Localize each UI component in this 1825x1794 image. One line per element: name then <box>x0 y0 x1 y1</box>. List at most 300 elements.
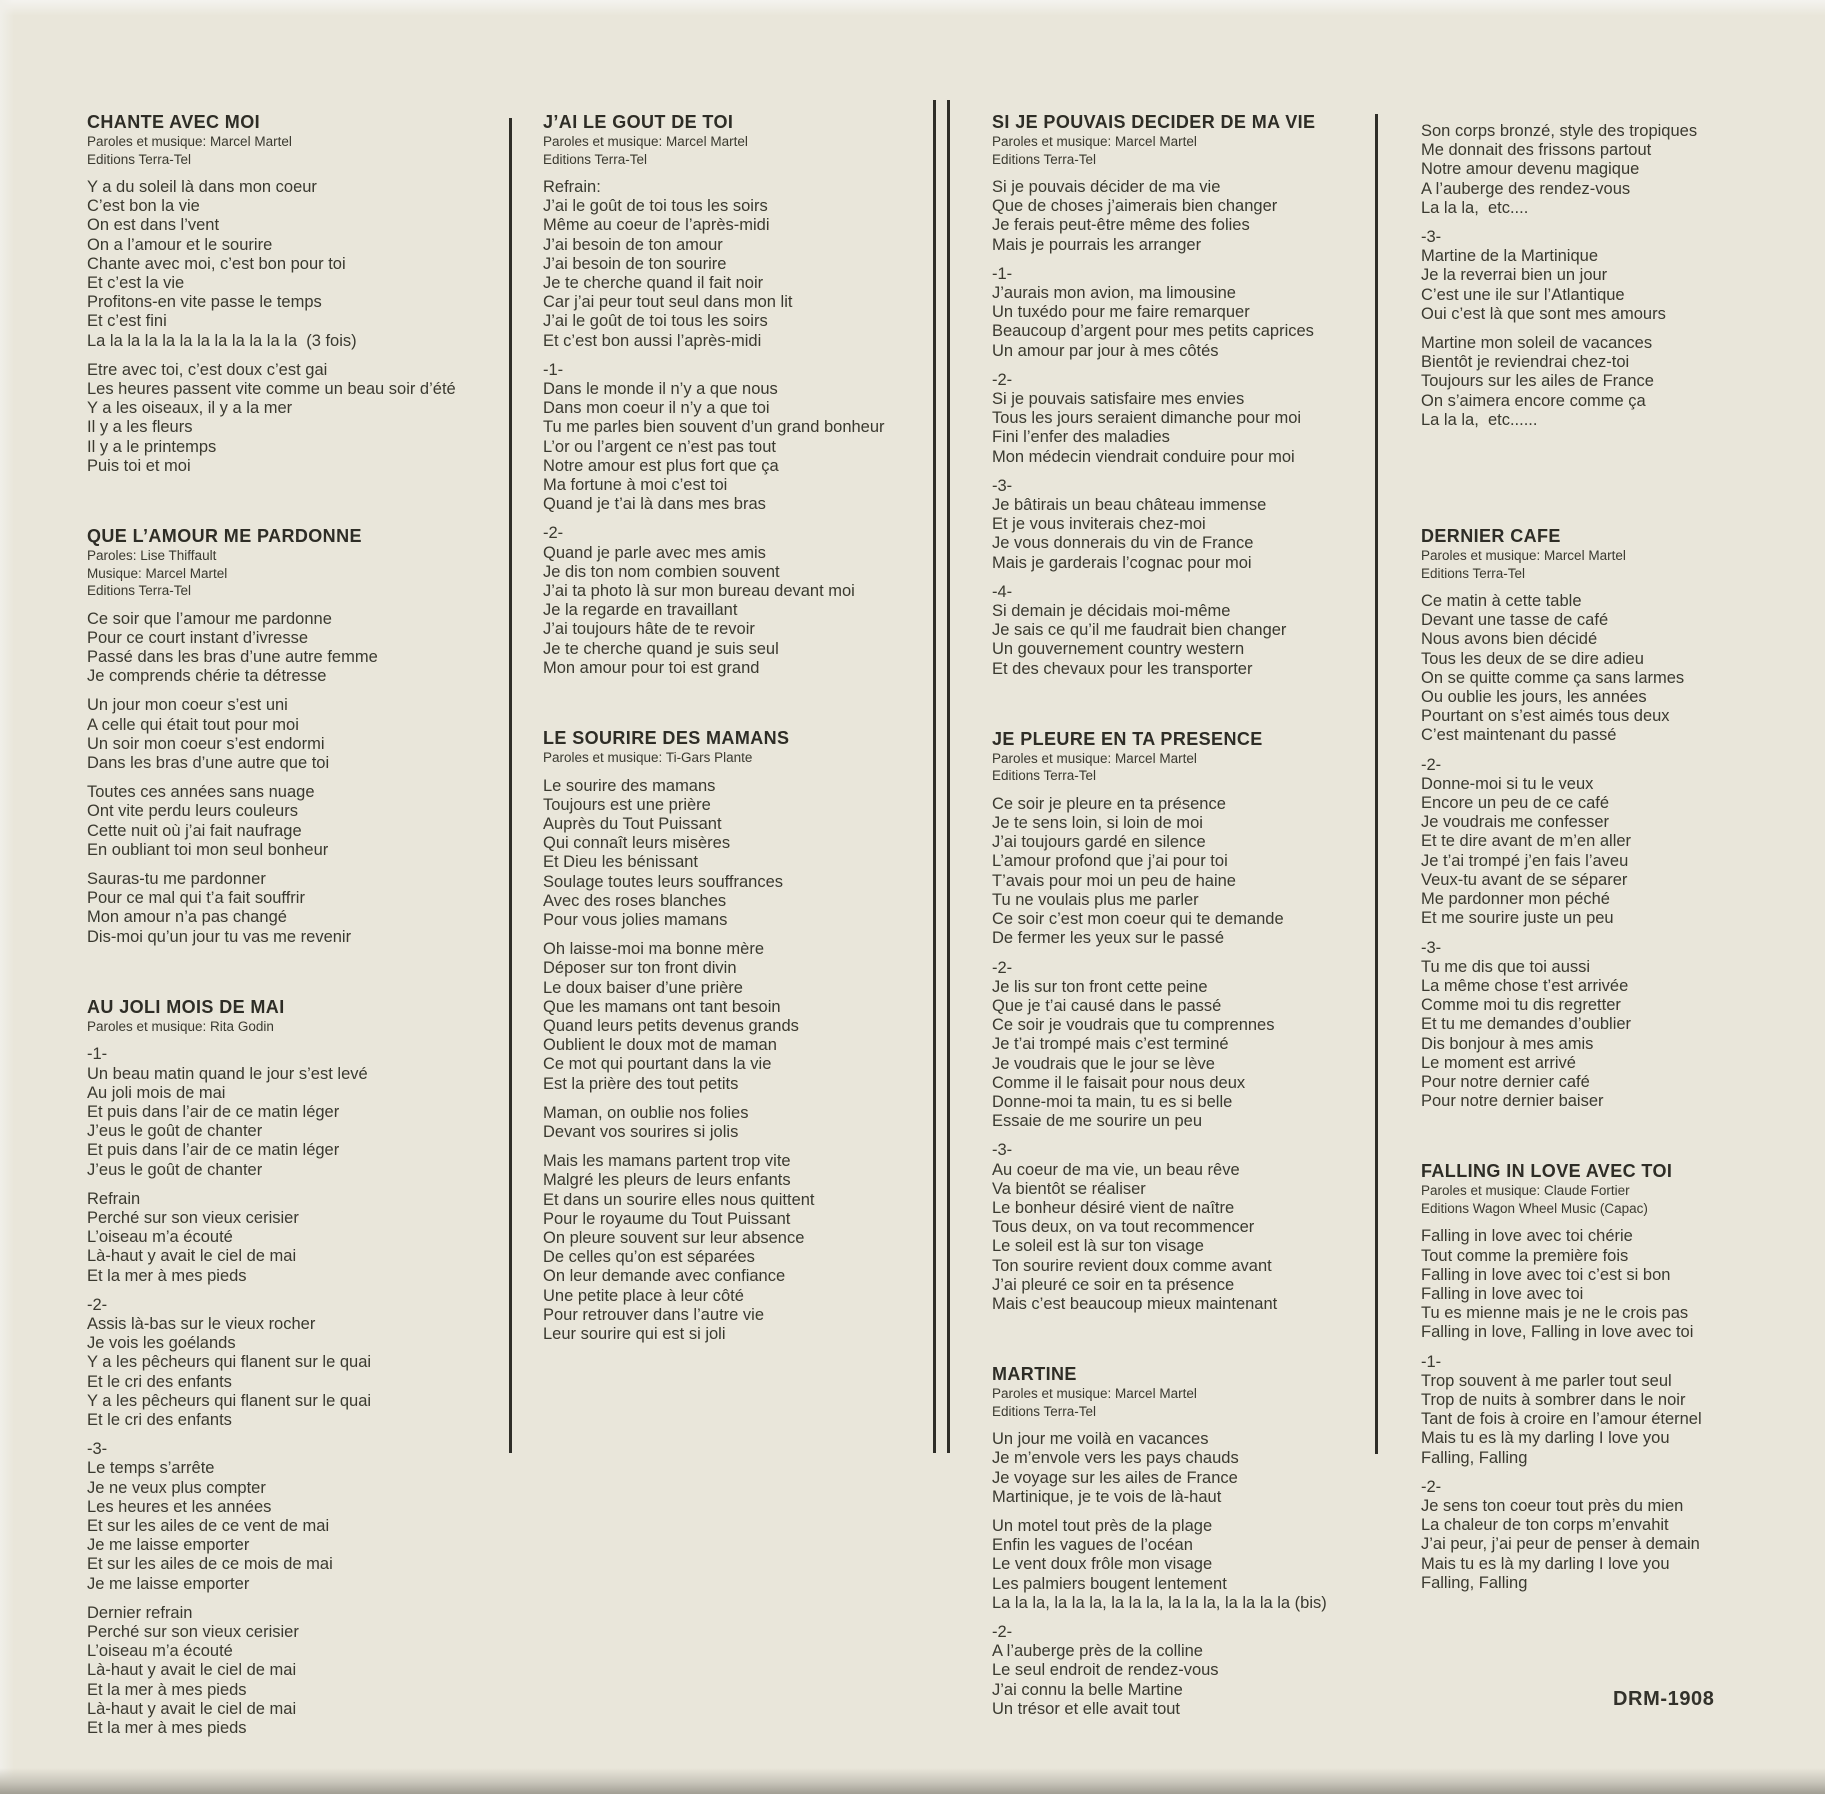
lyric-line: Je vois les goélands <box>87 1334 236 1353</box>
lyric-line: Et c’est bon aussi l’après-midi <box>543 331 762 350</box>
song-title: J’AI LE GOUT DE TOI <box>543 112 734 132</box>
song-credit: Editions Wagon Wheel Music (Capac) <box>1421 1200 1648 1216</box>
lyric-line: Je ferais peut-être même des folies <box>992 216 1250 235</box>
lyric-line: Mon médecin viendrait conduire pour moi <box>992 447 1295 466</box>
lyric-line: Notre amour devenu magique <box>1421 160 1640 179</box>
stanza-label: -1- <box>1421 1352 1442 1371</box>
song-title: MARTINE <box>992 1364 1077 1385</box>
lyric-line: Martine mon soleil de vacances <box>1421 334 1653 353</box>
lyric-line: Je sais ce qu’il me faudrait bien changer <box>992 621 1287 640</box>
song-credit: Paroles et musique: Marcel Martel <box>992 750 1197 766</box>
lyric-line: A l’auberge des rendez-vous <box>1421 179 1631 198</box>
lyric-line: Et Dieu les bénissant <box>543 853 699 872</box>
lyric-line: Je te sens loin, si loin de moi <box>992 814 1203 833</box>
stanza-label: -3- <box>87 1440 108 1459</box>
stanza <box>87 361 489 476</box>
lyric-line: Je sens ton coeur tout près du mien <box>1421 1496 1684 1515</box>
lyric-line: Y a du soleil là dans mon coeur <box>87 178 317 196</box>
stanza <box>543 940 935 1094</box>
lyric-line: Toutes ces années sans nuage <box>87 783 315 802</box>
lyric-line: Que les mamans ont tant besoin <box>543 997 781 1016</box>
lyric-line: Auprès du Tout Puissant <box>543 814 722 833</box>
lyric-line: J’eus le goût de chanter <box>87 1160 263 1179</box>
lyric-line: Je t’ai trompé j’en fais l’aveu <box>1421 851 1629 870</box>
lyric-line: Et le cri des enfants <box>87 1372 232 1391</box>
stanza <box>1421 1227 1783 1342</box>
lyric-line: Quand je parle avec mes amis <box>543 543 766 562</box>
lyric-line: Pour retrouver dans l’autre vie <box>543 1305 765 1324</box>
lyric-line: J’ai ta photo là sur mon bureau devant moi <box>543 582 855 601</box>
stanza <box>87 1296 489 1430</box>
lyric-line: J’ai toujours hâte de te revoir <box>543 620 755 639</box>
stanza <box>992 1623 1374 1719</box>
lyric-line: J’ai toujours gardé en silence <box>992 833 1206 852</box>
song-credit: Editions Terra-Tel <box>992 768 1097 784</box>
column-divider-3 <box>1375 114 1378 1454</box>
song <box>992 1364 1374 1719</box>
lyric-line: Falling, Falling <box>1421 1448 1528 1467</box>
lyric-line: Le doux baiser d’une prière <box>543 978 743 997</box>
lyric-line: Perché sur son vieux cerisier <box>87 1622 299 1641</box>
lyric-line: Ma fortune à moi c’est toi <box>543 476 728 495</box>
lyric-line: Fini l’enfer des maladies <box>992 428 1170 447</box>
lyric-line: Je voudrais me confesser <box>1421 813 1610 832</box>
lyric-line: Oublient le doux mot de maman <box>543 1036 777 1055</box>
lyric-line: Je voyage sur les ailes de France <box>992 1468 1238 1487</box>
song-credit: Editions Terra-Tel <box>87 151 192 167</box>
lyric-line: Pour ce court instant d’ivresse <box>87 628 309 647</box>
song-title: AU JOLI MOIS DE MAI <box>87 996 285 1017</box>
lyric-line: Est la prière des tout petits <box>543 1074 739 1093</box>
lyric-line: Le vent doux frôle mon visage <box>992 1555 1213 1574</box>
stanza <box>87 610 489 687</box>
lyric-line: Mon amour n’a pas changé <box>87 908 287 927</box>
lyric-line: Oh laisse-moi ma bonne mère <box>543 940 765 959</box>
lyric-line: Toujours est une prière <box>543 795 711 814</box>
lyric-line: Je voudrais que le jour se lève <box>992 1054 1215 1073</box>
stanza-label: -2- <box>1421 755 1442 774</box>
lyric-line: Et la mer à mes pieds <box>87 1266 247 1285</box>
song-title: FALLING IN LOVE AVEC TOI <box>1421 1161 1673 1182</box>
lyric-line: Tu ne voulais plus me parler <box>992 890 1199 909</box>
lyric-line: Un amour par jour à mes côtés <box>992 341 1219 360</box>
stanza-label: -2- <box>87 1295 108 1314</box>
lyric-line: Un motel tout près de la plage <box>992 1516 1213 1535</box>
stanza <box>992 795 1374 949</box>
stanza <box>992 477 1374 573</box>
lyric-line: Perché sur son vieux cerisier <box>87 1208 299 1227</box>
song <box>1421 1161 1783 1593</box>
lyric-line: Dis-moi qu’un jour tu vas me revenir <box>87 927 352 946</box>
song-credit: Musique: Marcel Martel <box>87 565 228 581</box>
lyric-line: Chante avec moi, c’est bon pour toi <box>87 254 346 273</box>
lyric-line: La la la la la la la la la la la la (3 fois) <box>87 331 357 350</box>
lyric-line: Ce matin à cette table <box>1421 592 1582 611</box>
lyric-line: Je m’envole vers les pays chauds <box>992 1449 1239 1468</box>
lyric-line: Mais je pourrais les arranger <box>992 235 1202 254</box>
stanza-label: Refrain <box>87 1189 141 1208</box>
lyric-line: Mon amour pour toi est grand <box>543 658 760 677</box>
song-credit: Editions Terra-Tel <box>1421 565 1526 581</box>
lyric-line: Déposer sur ton front divin <box>543 959 737 978</box>
lyric-line: On s’aimera encore comme ça <box>1421 391 1646 410</box>
lyric-line: Assis là-bas sur le vieux rocher <box>87 1314 316 1333</box>
lyric-line: Ce mot qui pourtant dans la vie <box>543 1055 772 1074</box>
stanza-label: -4- <box>992 582 1013 601</box>
lyric-line: Ce soir que l’amour me pardonne <box>87 609 332 628</box>
lyric-line: Le seul endroit de rendez-vous <box>992 1661 1219 1680</box>
lyric-line: Le moment est arrivé <box>1421 1053 1576 1072</box>
song-title: JE PLEURE EN TA PRESENCE <box>992 728 1263 749</box>
lyric-line: Une petite place à leur côté <box>543 1286 744 1305</box>
lyric-line: Et te dire avant de m’en aller <box>1421 832 1632 851</box>
lyric-line: Y a les oiseaux, il y a la mer <box>87 399 293 418</box>
lyric-line: Je bâtirais un beau château immense <box>992 496 1267 515</box>
lyric-line: L’oiseau m’a écouté <box>87 1642 233 1661</box>
lyric-line: Au coeur de ma vie, un beau rêve <box>992 1160 1240 1179</box>
lyric-line: J’ai besoin de ton sourire <box>543 254 727 273</box>
song <box>992 729 1374 1314</box>
lyric-line: Que je t’ai causé dans le passé <box>992 996 1222 1015</box>
stanza <box>543 777 935 931</box>
lyric-line: Tant de fois à croire en l’amour éternel <box>1421 1410 1702 1429</box>
lyric-line: Sauras-tu me pardonner <box>87 869 266 888</box>
stanza-label: -2- <box>543 524 564 543</box>
lyric-line: Beaucoup d’argent pour mes petits caprices <box>992 322 1314 341</box>
lyric-line: Si je pouvais satisfaire mes envies <box>992 390 1245 409</box>
song-title: LE SOURIRE DES MAMANS <box>543 728 790 749</box>
lyric-line: Comme il le faisait pour nous deux <box>992 1073 1246 1092</box>
lyric-line: Il y a les fleurs <box>87 418 193 437</box>
song <box>992 112 1374 679</box>
lyric-line: Avec des roses blanches <box>543 891 727 910</box>
lyric-line: Encore un peu de ce café <box>1421 794 1610 813</box>
lyric-line: Toujours sur les ailes de France <box>1421 372 1654 391</box>
lyric-line: En oubliant toi mon seul bonheur <box>87 840 329 859</box>
stanza-label: -1- <box>87 1045 108 1064</box>
lyric-line: Enfin les vagues de l’océan <box>992 1536 1193 1555</box>
stanza <box>992 1141 1374 1314</box>
lyric-line: Ce soir je pleure en ta présence <box>992 794 1226 813</box>
lyric-line: Là-haut y avait le ciel de mai <box>87 1661 297 1680</box>
lyric-line: Les palmiers bougent lentement <box>992 1574 1227 1593</box>
lyrics-column-1 <box>87 112 489 1738</box>
lyric-line: C’est une ile sur l’Atlantique <box>1421 285 1625 304</box>
lyric-line: A celle qui était tout pour moi <box>87 715 299 734</box>
lyric-line: Un beau matin quand le jour s’est levé <box>87 1064 368 1083</box>
lyric-line: Un gouvernement country western <box>992 640 1245 659</box>
lyric-line: Donne-moi si tu le veux <box>1421 774 1594 793</box>
song-credit: Paroles et musique: Marcel Martel <box>1421 548 1626 564</box>
lyric-line: La chaleur de ton corps m’envahit <box>1421 1516 1669 1535</box>
lyric-line: Oui c’est là que sont mes amours <box>1421 304 1666 323</box>
stanza <box>543 524 935 678</box>
lyric-line: Leur sourire qui est si joli <box>543 1325 726 1344</box>
stanza <box>87 1190 489 1286</box>
song-title: DERNIER CAFE <box>1421 526 1561 547</box>
lyric-line: Passé dans les bras d’une autre femme <box>87 647 378 666</box>
stanza <box>87 696 489 773</box>
lyric-line: Veux-tu avant de se séparer <box>1421 870 1628 889</box>
lyric-line: Quand je t’ai là dans mes bras <box>543 495 766 514</box>
song <box>87 997 489 1738</box>
stanza <box>1421 122 1783 218</box>
stanza <box>1421 939 1783 1112</box>
stanza <box>1421 1353 1783 1468</box>
lyric-line: Mais c’est beaucoup mieux maintenant <box>992 1294 1278 1313</box>
lyric-line: Dans les bras d’une autre que toi <box>87 753 330 772</box>
lyric-line: Va bientôt se réaliser <box>992 1179 1146 1198</box>
lyric-line: Je te cherche quand je suis seul <box>543 639 779 658</box>
stanza <box>992 1430 1374 1507</box>
stanza <box>87 178 489 351</box>
lyric-line: Un tuxédo pour me faire remarquer <box>992 303 1250 322</box>
lyric-line: Dis bonjour à mes amis <box>1421 1034 1594 1053</box>
lyric-line: Je dis ton nom combien souvent <box>543 562 780 581</box>
song-title: QUE L’AMOUR ME PARDONNE <box>87 526 362 547</box>
lyric-line: Falling in love avec toi c’est si bon <box>1421 1265 1671 1284</box>
lyric-line: La la la, la la la, la la la, la la la, la la la la (bis) <box>992 1593 1327 1612</box>
lyric-line: Je lis sur ton front cette peine <box>992 977 1208 996</box>
stanza <box>543 178 935 351</box>
lyric-line: Et sur les ailes de ce vent de mai <box>87 1516 330 1535</box>
lyric-line: Ont vite perdu leurs couleurs <box>87 802 298 821</box>
song-title: SI JE POUVAIS DECIDER DE MA VIE <box>992 112 1316 132</box>
lyric-line: Et c’est fini <box>87 312 167 331</box>
lyric-line: Et me sourire juste un peu <box>1421 909 1614 928</box>
scan-edge-left <box>0 0 14 1794</box>
lyric-line: Trop souvent à me parler tout seul <box>1421 1371 1672 1390</box>
lyric-line: Je me laisse emporter <box>87 1536 250 1555</box>
lyric-line: Tous les jours seraient dimanche pour moi <box>992 409 1302 428</box>
lyric-line: Bientôt je reviendrai chez-toi <box>1421 353 1630 372</box>
column-divider-1 <box>509 118 512 1453</box>
lyric-line: Tous les deux de se dire adieu <box>1421 649 1644 668</box>
lyric-line: Trop de nuits à sombrer dans le noir <box>1421 1390 1686 1409</box>
lyric-line: Ton sourire revient doux comme avant <box>992 1256 1272 1275</box>
lyric-line: Et dans un sourire elles nous quittent <box>543 1190 815 1209</box>
lyric-line: Tout comme la première fois <box>1421 1246 1629 1265</box>
lyric-line: L’or ou l’argent ce n’est pas tout <box>543 437 776 456</box>
lyric-line: Mais les mamans partent trop vite <box>543 1152 791 1171</box>
scan-edge-top <box>0 0 1825 16</box>
song <box>543 112 935 678</box>
lyric-line: Et la mer à mes pieds <box>87 1719 247 1737</box>
song <box>543 728 935 1344</box>
lyric-line: J’aurais mon avion, ma limousine <box>992 284 1236 303</box>
song-credit: Editions Terra-Tel <box>992 1403 1097 1419</box>
lyric-line: L’oiseau m’a écouté <box>87 1228 233 1247</box>
lyric-line: Falling in love, Falling in love avec toi <box>1421 1323 1694 1342</box>
lyric-line: Me pardonner mon péché <box>1421 890 1610 909</box>
lyric-line: Le bonheur désiré vient de naître <box>992 1198 1235 1217</box>
lyric-line: Je t’ai trompé mais c’est terminé <box>992 1035 1229 1054</box>
lyric-line: Même au coeur de l’après-midi <box>543 216 770 235</box>
lyric-line: Et des chevaux pour les transporter <box>992 659 1253 678</box>
lyric-line: Tu me parles bien souvent d’un grand bonheur <box>543 418 885 437</box>
lyric-line: Je la regarde en travaillant <box>543 601 738 620</box>
lyric-line: Je vous donnerais du vin de France <box>992 534 1254 553</box>
stanza <box>992 959 1374 1132</box>
lyric-line: Le soleil est là sur ton visage <box>992 1237 1204 1256</box>
lyric-line: Notre amour est plus fort que ça <box>543 456 779 475</box>
lyric-line: Y a les pêcheurs qui flanent sur le quai <box>87 1353 372 1372</box>
song-credit: Editions Terra-Tel <box>87 583 192 599</box>
lyric-line: Mais tu es là my darling I love you <box>1421 1554 1670 1573</box>
lyric-line: J’ai besoin de ton amour <box>543 235 723 254</box>
lyric-line: C’est maintenant du passé <box>1421 726 1617 745</box>
lyric-line: Puis toi et moi <box>87 456 191 475</box>
lyric-line: Etre avec toi, c’est doux c’est gai <box>87 360 328 379</box>
lyric-line: Y a les pêcheurs qui flanent sur le quai <box>87 1391 372 1410</box>
lyric-line: Et le cri des enfants <box>87 1410 232 1429</box>
lyric-line: Malgré les pleurs de leurs enfants <box>543 1171 791 1190</box>
lyric-line: Dans mon coeur il n’y a que toi <box>543 399 770 418</box>
lyric-line: Le sourire des mamans <box>543 776 716 795</box>
lyric-line: Tous deux, on va tout recommencer <box>992 1218 1255 1237</box>
stanza-label: -2- <box>992 370 1013 389</box>
stanza <box>543 1152 935 1344</box>
stanza <box>992 371 1374 467</box>
song-credit: Paroles: Lise Thiffault <box>87 548 217 564</box>
lyric-line: J’ai connu la belle Martine <box>992 1680 1183 1699</box>
lyric-line: Pourtant on s’est aimés tous deux <box>1421 707 1670 726</box>
lyrics-column-2 <box>543 112 935 1344</box>
song-credit: Paroles et musique: Marcel Martel <box>992 134 1197 149</box>
lyric-line: Si je pouvais décider de ma vie <box>992 178 1221 196</box>
lyric-line: Il y a le printemps <box>87 437 217 456</box>
lyric-line: Martinique, je te vois de là-haut <box>992 1487 1222 1506</box>
lyric-line: J’ai le goût de toi tous les soirs <box>543 197 768 216</box>
lyric-line: Je ne veux plus compter <box>87 1478 266 1497</box>
stanza-label: -2- <box>992 958 1013 977</box>
lyric-line: Et sur les ailes de ce mois de mai <box>87 1555 333 1574</box>
song-credit: Editions Terra-Tel <box>543 151 648 167</box>
lyric-line: Falling in love avec toi chérie <box>1421 1227 1633 1246</box>
lyric-line: Là-haut y avait le ciel de mai <box>87 1699 297 1718</box>
lyric-line: On se quitte comme ça sans larmes <box>1421 668 1685 687</box>
lyric-line: Soulage toutes leurs souffrances <box>543 872 784 891</box>
stanza <box>992 178 1374 255</box>
lyric-line: Là-haut y avait le ciel de mai <box>87 1247 297 1266</box>
stanza-label: -3- <box>1421 228 1442 247</box>
lyrics-column-3 <box>992 112 1374 1719</box>
stanza <box>87 1604 489 1738</box>
stanza-label: -1- <box>543 360 564 379</box>
lyric-line: Je te cherche quand il fait noir <box>543 274 764 293</box>
lyric-line: J’eus le goût de chanter <box>87 1122 263 1141</box>
stanza-label: -3- <box>992 476 1013 495</box>
stanza <box>1421 228 1783 324</box>
lyric-line: Si demain je décidais moi-même <box>992 602 1231 621</box>
lyric-line: Mais tu es là my darling I love you <box>1421 1429 1670 1448</box>
lyric-line: Pour notre dernier baiser <box>1421 1092 1604 1111</box>
stanza <box>543 1104 935 1142</box>
lyric-line: Pour vous jolies mamans <box>543 911 728 929</box>
lyric-line: On leur demande avec confiance <box>543 1267 786 1286</box>
song-credit: Editions Terra-Tel <box>992 151 1097 167</box>
song <box>87 112 489 476</box>
lyric-line: Me donnait des frissons partout <box>1421 141 1652 160</box>
scan-edge-bottom <box>0 1768 1825 1794</box>
lyric-line: On a l’amour et le sourire <box>87 235 273 254</box>
lyric-line: De celles qu’on est séparées <box>543 1248 755 1267</box>
stanza <box>87 783 489 860</box>
lyric-line: Je la reverrai bien un jour <box>1421 266 1608 285</box>
lyric-line: Falling in love avec toi <box>1421 1284 1584 1303</box>
lyric-line: Et tu me demandes d’oublier <box>1421 1015 1632 1034</box>
lyric-line: Et je vous inviterais chez-moi <box>992 515 1206 534</box>
lyric-line: L’amour profond que j’ai pour toi <box>992 852 1228 871</box>
stanza-label: -2- <box>992 1622 1013 1641</box>
stanza <box>543 361 935 515</box>
stanza-label: -1- <box>992 264 1013 283</box>
lyric-line: C’est bon la vie <box>87 197 200 216</box>
lyric-line: Maman, on oublie nos folies <box>543 1103 749 1122</box>
lyric-line: Son corps bronzé, style des tropiques <box>1421 122 1698 140</box>
lyric-line: Un jour mon coeur s’est uni <box>87 696 288 715</box>
stanza <box>1421 756 1783 929</box>
song-title: CHANTE AVEC MOI <box>87 112 261 132</box>
lyric-line: Un jour me voilà en vacances <box>992 1430 1209 1449</box>
lyric-line: Tu me dis que toi aussi <box>1421 957 1591 976</box>
stanza-label: Refrain: <box>543 178 601 196</box>
song-credit: Paroles et musique: Ti-Gars Plante <box>543 750 753 766</box>
lyric-line: J’ai pleuré ce soir en ta présence <box>992 1275 1235 1294</box>
lyric-line: Pour notre dernier café <box>1421 1072 1590 1091</box>
lyric-line: Devant vos sourires si jolis <box>543 1123 739 1142</box>
lyric-line: Et c’est la vie <box>87 274 185 293</box>
lyric-line: Un trésor et elle avait tout <box>992 1699 1181 1718</box>
stanza <box>1421 1478 1783 1593</box>
stanza <box>87 1045 489 1179</box>
lyric-line: Le temps s’arrête <box>87 1459 215 1478</box>
lyric-line: Au joli mois de mai <box>87 1083 226 1102</box>
lyric-line: Ce soir c’est mon coeur qui te demande <box>992 910 1284 929</box>
lyric-line: De fermer les yeux sur le passé <box>992 929 1225 948</box>
song-credit: Paroles et musique: Rita Godin <box>87 1018 274 1034</box>
lyric-line: Que de choses j’aimerais bien changer <box>992 197 1278 216</box>
lyric-line: Devant une tasse de café <box>1421 611 1609 630</box>
lyric-line: A l’auberge près de la colline <box>992 1642 1203 1661</box>
lyric-line: Les heures passent vite comme un beau soir d’été <box>87 380 456 399</box>
lyric-line: Mais je garderais l’cognac pour moi <box>992 553 1252 572</box>
lyric-line: Cette nuit où j’ai fait naufrage <box>87 821 302 840</box>
lyric-line: Et la mer à mes pieds <box>87 1680 247 1699</box>
lyric-line: T’avais pour moi un peu de haine <box>992 871 1236 890</box>
lyric-line: La la la, etc...... <box>1421 410 1538 429</box>
lyrics-column-4 <box>1421 112 1783 1593</box>
stanza-label: -2- <box>1421 1477 1442 1496</box>
song-credit: Paroles et musique: Marcel Martel <box>87 134 292 149</box>
lyric-line: J’ai le goût de toi tous les soirs <box>543 312 768 331</box>
lyric-line: Tu es mienne mais je ne le crois pas <box>1421 1304 1689 1323</box>
stanza <box>1421 592 1783 746</box>
stanza <box>87 1440 489 1594</box>
song-credit: Paroles et musique: Claude Fortier <box>1421 1183 1630 1199</box>
stanza <box>992 265 1374 361</box>
stanza <box>992 1517 1374 1613</box>
lyric-line: Et puis dans l’air de ce matin léger <box>87 1141 340 1160</box>
stanza <box>992 583 1374 679</box>
lyric-line: Falling, Falling <box>1421 1573 1528 1592</box>
column-divider-2 <box>933 100 950 1453</box>
song <box>1421 122 1783 430</box>
stanza <box>87 870 489 947</box>
lyric-line: Nous avons bien décidé <box>1421 630 1598 649</box>
lyric-line: Pour le royaume du Tout Puissant <box>543 1209 791 1228</box>
lyric-line: Ce soir je voudrais que tu comprennes <box>992 1016 1275 1035</box>
